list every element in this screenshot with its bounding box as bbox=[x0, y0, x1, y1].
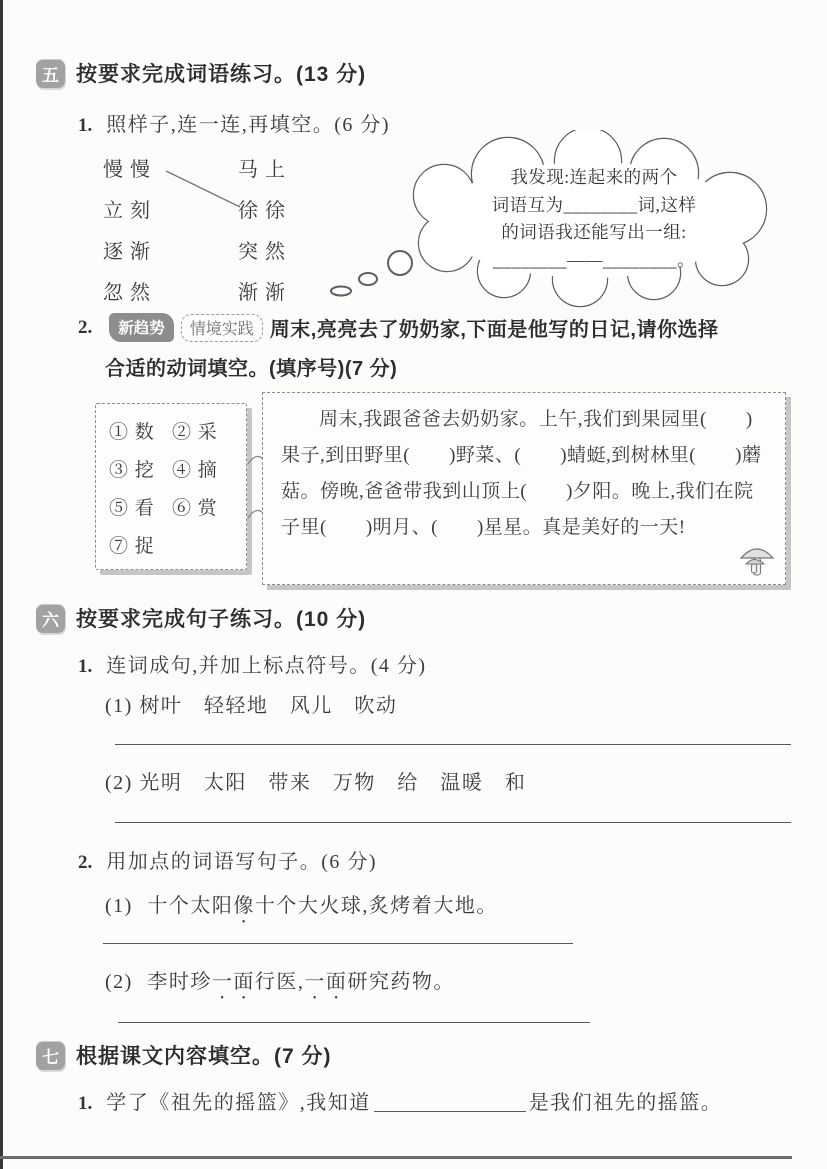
verb-option: ⑦ 捉 bbox=[109, 536, 155, 557]
s6-q2-item2-dotted-word1: 一面 bbox=[211, 971, 255, 993]
section-6-header bbox=[36, 603, 366, 633]
s6-q1-item2: (2) 光明 太阳 带来 万物 给 温暖 和 bbox=[105, 772, 527, 794]
s6-q2-item1-post: 十个大火球,炙烤着大地。 bbox=[254, 895, 498, 917]
match-left-word: 忽然 bbox=[103, 282, 157, 304]
s6-q2-item1-label: (1) bbox=[105, 895, 133, 917]
section-6-title: 按要求完成句子练习。(10 分) bbox=[76, 608, 367, 631]
match-left-word: 立刻 bbox=[103, 200, 157, 222]
s6-q2-item2-post: 研究药物。 bbox=[347, 971, 455, 993]
verb-option: ③ 挖 bbox=[109, 460, 155, 481]
s7-q1 bbox=[78, 1086, 722, 1115]
s6-q2-text: 用加点的词语写句子。(6 分) bbox=[106, 851, 378, 873]
s6-q2-item2-dotted-word2: 一面 bbox=[304, 971, 348, 993]
s6-q1-stem bbox=[78, 649, 427, 678]
section-5-header bbox=[36, 58, 366, 88]
s6-q1-text: 连词成句,并加上标点符号。(4 分) bbox=[106, 655, 427, 677]
verb-option: ① 数 bbox=[109, 422, 155, 443]
thought-bubble bbox=[390, 130, 798, 310]
verb-option: ⑤ 看 bbox=[109, 498, 155, 519]
s7-q1-number: 1. bbox=[78, 1093, 93, 1114]
match-right-word: 渐渐 bbox=[238, 282, 292, 304]
fill-in-blank bbox=[374, 1095, 526, 1112]
match-right-word: 突然 bbox=[238, 241, 292, 263]
s5-q2-stem-row bbox=[78, 313, 718, 342]
section-7-header bbox=[36, 1040, 332, 1070]
mushroom-icon bbox=[739, 537, 775, 579]
s6-q2-item2-label: (2) bbox=[105, 971, 133, 993]
section-5-badge: 五 bbox=[36, 59, 65, 88]
s7-q1-pre: 学了《祖先的摇篮》,我知道 bbox=[106, 1092, 371, 1114]
page-left-edge bbox=[0, 0, 3, 1169]
bubble-line-3: 的词语我还能写出一组: bbox=[501, 222, 687, 242]
example-match-line bbox=[100, 150, 250, 270]
answer-line bbox=[115, 822, 791, 823]
s5-q1-number: 1. bbox=[78, 115, 93, 136]
section-5-title: 按要求完成词语练习。(13 分) bbox=[76, 63, 367, 86]
verb-option: ⑥ 赏 bbox=[172, 498, 218, 519]
section-6-badge: 六 bbox=[36, 604, 65, 633]
s5-q2-text-line1: 周末,亮亮去了奶奶家,下面是他写的日记,请你选择 bbox=[269, 319, 719, 341]
page-bottom-edge bbox=[0, 1156, 792, 1159]
section-7-title: 根据课文内容填空。(7 分) bbox=[76, 1045, 332, 1068]
bubble-line-4: ________——________。 bbox=[493, 249, 695, 270]
match-right-word: 徐徐 bbox=[238, 200, 292, 222]
bubble-line-1: 我发现:连起来的两个 bbox=[510, 167, 678, 187]
answer-line bbox=[115, 744, 791, 745]
match-right-word: 马上 bbox=[238, 159, 292, 181]
s6-q2-item2-pre: 李时珍 bbox=[147, 971, 212, 993]
match-left-word: 逐渐 bbox=[103, 241, 157, 263]
diary-text: 周末,我跟爸爸去奶奶家。上午,我们到果园里( )果子,到田野里( )野菜、( )蜻蜓,到树林里( )蘑菇。傍晚,爸爸带我到山顶上( )夕阳。晚上,我们在院子里( )明月、( )星星。真是美好的一天! bbox=[281, 409, 762, 538]
verb-options-box bbox=[95, 403, 247, 570]
s5-q2-number: 2. bbox=[78, 316, 93, 338]
verb-option: ④ 摘 bbox=[172, 460, 218, 481]
bubble-line-2: 词语互为________词,这样 bbox=[491, 194, 697, 215]
section-7-badge: 七 bbox=[36, 1041, 65, 1070]
context-practice-tag: 情境实践 bbox=[181, 314, 263, 342]
s5-q1-text: 照样子,连一连,再填空。(6 分) bbox=[106, 114, 391, 136]
thought-bubble-tail bbox=[326, 248, 418, 304]
answer-line bbox=[103, 943, 573, 944]
s6-q2-item2-mid: 行医, bbox=[254, 971, 305, 993]
s5-q2-text-line2: 合适的动词填空。(填序号)(7 分) bbox=[105, 358, 398, 380]
s6-q2-item1-pre: 十个太阳 bbox=[147, 895, 234, 917]
s6-q2-number: 2. bbox=[78, 852, 93, 873]
s5-q1-stem bbox=[78, 108, 390, 137]
s6-q2-item1-dotted-word: 像 bbox=[233, 895, 255, 917]
s6-q1-number: 1. bbox=[78, 656, 93, 677]
s6-q2-stem bbox=[78, 845, 377, 874]
verb-option: ② 采 bbox=[172, 422, 218, 443]
new-trend-tag: 新趋势 bbox=[109, 313, 174, 342]
s6-q2-item1 bbox=[105, 889, 498, 928]
bubble-text bbox=[422, 164, 766, 274]
answer-line bbox=[118, 1022, 590, 1023]
match-left-word: 慢慢 bbox=[103, 159, 157, 181]
diary-box bbox=[262, 392, 786, 585]
verb-options-grid bbox=[109, 417, 246, 558]
s6-q2-item2 bbox=[105, 965, 455, 1004]
s7-q1-post: 是我们祖先的摇篮。 bbox=[528, 1092, 723, 1114]
s6-q1-item1: (1) 树叶 轻轻地 风儿 吹动 bbox=[105, 695, 398, 717]
